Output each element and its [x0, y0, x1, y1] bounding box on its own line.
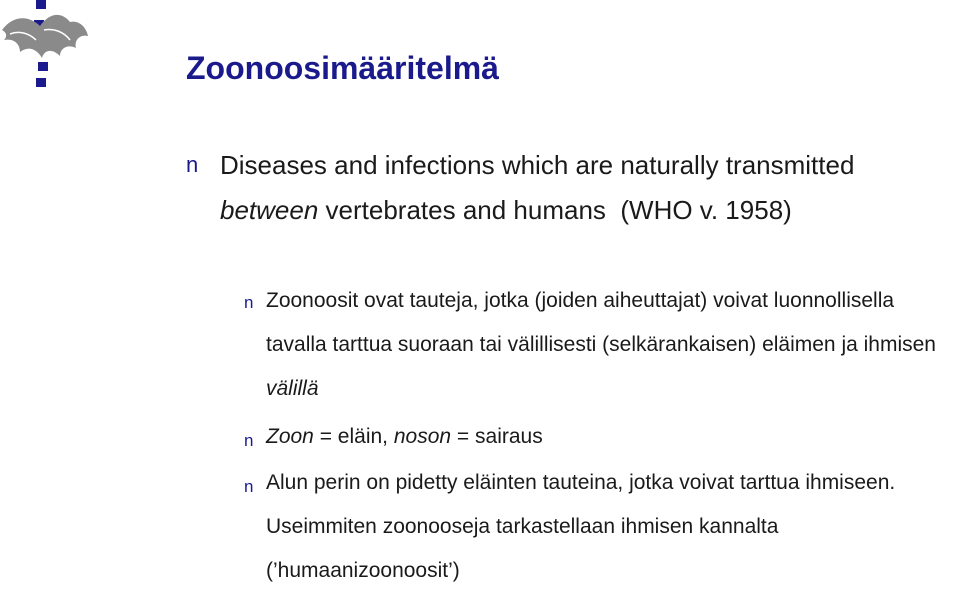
sub-point-1 [266, 279, 956, 411]
sub-point-2 [266, 415, 956, 459]
sub-bullet-marker: n [244, 293, 254, 312]
page-title: Zoonoosimääritelmä [186, 50, 499, 86]
main-point-line2-rest: vertebrates and humans (WHO v. 1958) [318, 195, 792, 225]
sub-bullet-marker: n [244, 431, 254, 450]
bullet-marker: n [186, 152, 199, 177]
main-point [220, 143, 955, 233]
sub-point-3: Alun perin on pidetty eläinten tauteina, jotka voivat tarttua ihmiseen. Useimmiten zoonooseja tarkastellaan ihmisen kannalta (’humaanizoonoosit’) [266, 471, 896, 582]
sub-point-2-italic-noson: noson [393, 425, 452, 448]
university-logo-icon [0, 0, 92, 92]
sub-point-1-text: Zoonoosit ovat tauteja, jotka (joiden aiheuttajat) voivat luonnollisella tavalla tarttua suoraan tai välillisesti (selkärankaisen) eläimen ja ihmisen [266, 289, 936, 356]
sub-bullet-marker: n [244, 477, 254, 496]
sub-point-2-text1: = eläin, [313, 425, 394, 448]
main-point-line2 [220, 188, 955, 233]
main-point-line1: Diseases and infections which are naturally transmitted [220, 150, 855, 180]
sub-point-2-text2: = sairaus [451, 425, 543, 448]
main-point-emphasis: between [220, 195, 319, 225]
sub-point-1-italic: välillä [266, 377, 319, 400]
sub-point-2-italic-zoon: Zoon [266, 425, 314, 448]
